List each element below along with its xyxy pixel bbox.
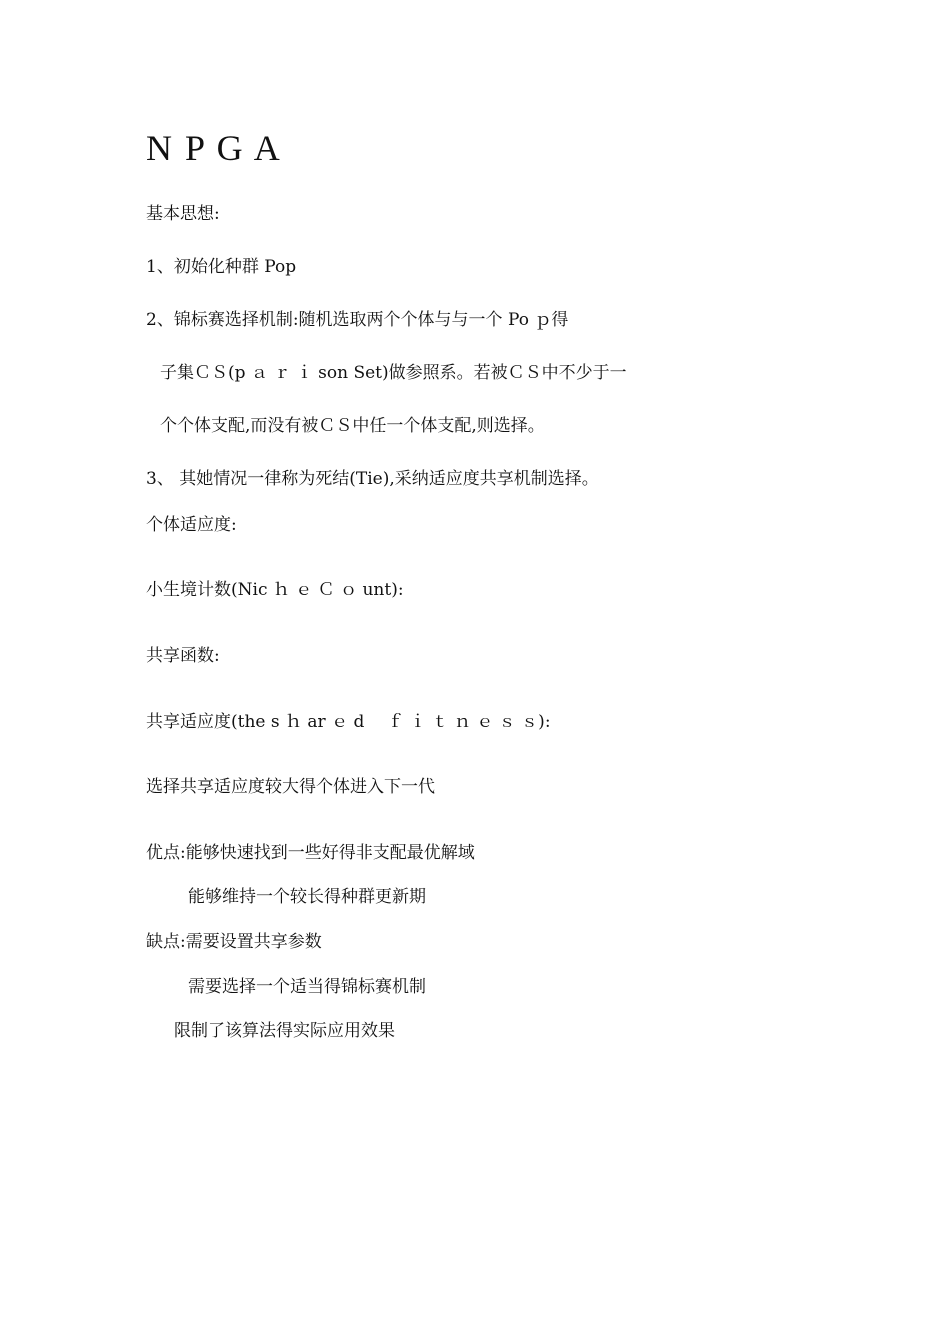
disadvantages-line-1: 缺点:需要设置共享参数: [146, 932, 322, 952]
advantages-line-2: 能够维持一个较长得种群更新期: [188, 887, 426, 907]
step-2-continued-2: 个个体支配,而没有被ＣＳ中任一个体支配,则选择。: [160, 416, 545, 436]
step-3: 3、 其她情况一律称为死结(Tie),采纳适应度共享机制选择。: [146, 469, 599, 489]
step-2-continued-1: 子集ＣＳ(p ａ ｒ ｉ son Set)做参照系。若被ＣＳ中不少于一: [160, 363, 627, 383]
selection-rule: 选择共享适应度较大得个体进入下一代: [146, 777, 435, 797]
step-2: 2、锦标赛选择机制:随机选取两个个体与与一个 Po ｐ得: [146, 310, 569, 330]
section-heading-individual-fitness: 个体适应度:: [146, 515, 237, 535]
advantages-line-1: 优点:能够快速找到一些好得非支配最优解域: [146, 843, 475, 863]
step-1: 1、初始化种群 Pop: [146, 257, 297, 277]
document-title: N P G A: [146, 128, 282, 168]
disadvantages-line-3: 限制了该算法得实际应用效果: [174, 1021, 395, 1041]
section-heading-sharing-function: 共享函数:: [146, 646, 220, 666]
section-heading-basic-idea: 基本思想:: [146, 204, 220, 224]
disadvantages-line-2: 需要选择一个适当得锦标赛机制: [188, 977, 426, 997]
section-heading-shared-fitness: 共享适应度(the s ｈ ar ｅ d ｆ ｉ ｔ ｎ ｅ ｓ ｓ):: [146, 712, 551, 732]
section-heading-niche-count: 小生境计数(Nic ｈ ｅ Ｃ ｏ unt):: [146, 580, 404, 600]
